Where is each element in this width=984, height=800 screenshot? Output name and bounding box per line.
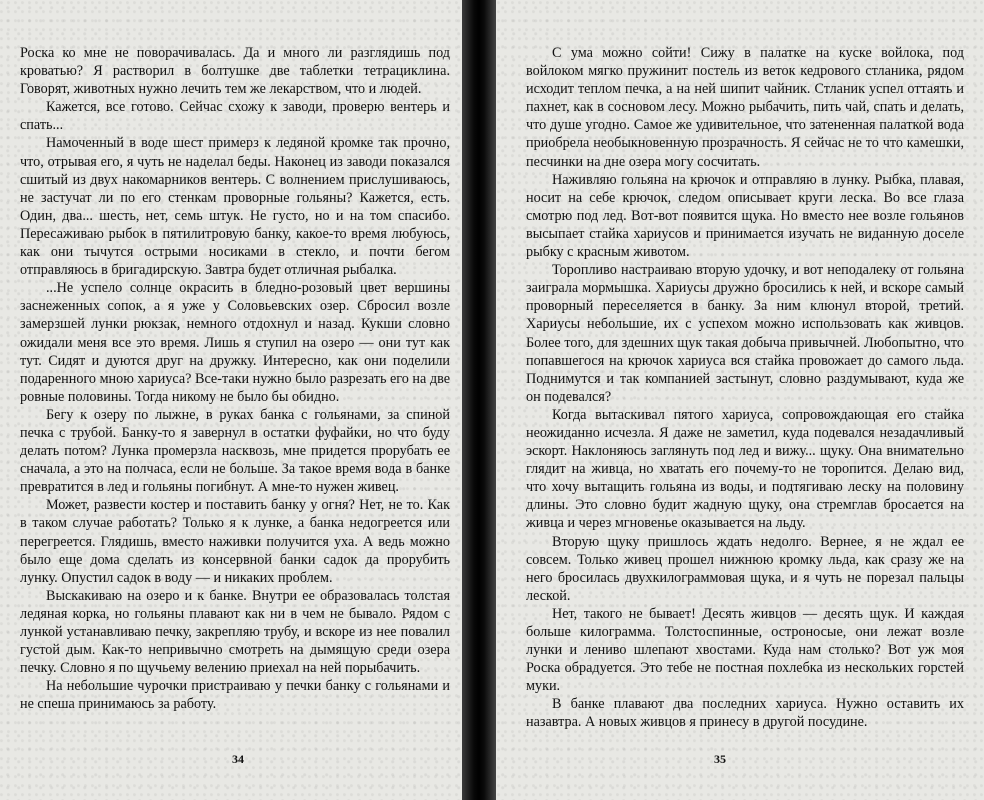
paragraph: Вторую щуку пришлось ждать недолго. Вернее, я не ждал ее совсем. Только живец прошел нижнюю кромку льда, как сразу же на него бросилась двухкилограммовая щука, и я чуть не порезал пальцы леской. xyxy=(526,533,964,604)
page-number-left: 34 xyxy=(232,752,244,766)
paragraph: Нет, такого не бывает! Десять живцов — десять щук. И каждая больше килограмма. Толстоспинные, остроносые, они лежат возле лунки и лениво шлепают хвостами. Куда нам столько? Вот уж моя Роска обрадуется. Это тебе не постная похлебка из нескольких горстей муки. xyxy=(526,605,964,695)
paragraph: Намоченный в воде шест примерз к ледяной кромке так прочно, что, отрывая его, я чуть не наделал беды. Наконец из заводи показался сшитый из двух накомарников вентерь. С волнением прислушиваюсь, не застучат ли по его стенкам проворные гольяны? Кажется, есть. Один, два... шесть, нет, семь штук. Не густо, но и на том спасибо. Пересаживаю рыбок в пятилитровую банку, какое-то время любуюсь, как они тычутся острыми носиками в стекло, и почти бегом отправляюсь в бригадирскую. Завтра будет отличная рыбалка. xyxy=(20,135,450,279)
left-text-column xyxy=(20,44,450,713)
right-page xyxy=(496,0,984,800)
paragraph: Выскакиваю на озеро и к банке. Внутри ее образовалась толстая ледяная корка, но гольяны плавают как ни в чем не бывало. Рядом с лункой устанавливаю печку, закрепляю трубу, и вскоре из нее повалил густой дым. Как-то непривычно смотреть на дымящую среди озера печку. Словно я по щучьему велению приехал на ней порыбачить. xyxy=(20,587,450,677)
left-page xyxy=(0,0,462,800)
paragraph: Может, развести костер и поставить банку у огня? Нет, не то. Как в таком случае работать? Только я к лунке, а банка недогреется или перегреется. Глядишь, вместо наживки получится уха. А ведь можно было еще дома сделать из консервной банки садок да прорубить лунку. Опустил садок в воду — и никаких проблем. xyxy=(20,497,450,586)
paragraph: ...Не успело солнце окрасить в бледно-розовый цвет вершины заснеженных сопок, а я уже у Соловьевских озер. Сбросил возле замерзшей лунки рюкзак, немного отдохнул и назад. Кукши словно ожидали меня все это время. Лишь я ступил на озеро — они тут как тут. Сидят и дуются друг на дружку. Интересно, как они поделили подаренного мною хариуса? Все-таки нужно было разрезать его на две ровные половины. Тогда никому не было бы обидно. xyxy=(20,280,450,405)
paragraph: Наживляю гольяна на крючок и отправляю в лунку. Рыбка, плавая, носит на себе крючок, следом описывает круги леска. Во все глаза смотрю под лед. Вот-вот появится щука. Но вместо нее возле гольянов высыпает стайка хариусов и принимается изучать не виданную доселе рыбку с красным животом. xyxy=(526,171,964,261)
paragraph: Роска ко мне не поворачивалась. Да и много ли разглядишь под кроватью? Я растворил в болтушке две таблетки тетрациклина. Говорят, животных нужно лечить тем же лекарством, что и людей. xyxy=(20,45,450,98)
paragraph: Бегу к озеру по лыжне, в руках банка с гольянами, за спиной печка с трубой. Банку-то я завернул в остатки фуфайки, но что буду делать потом? Лунка промерзла насквозь, мне придется прорубать ее сначала, а это на полчаса, если не больше. За такое время вода в банке превратится в лед и гольяны погибнут. А мне-то нужен живец. xyxy=(20,406,450,496)
paragraph: На небольшие чурочки пристраиваю у печки банку с гольянами и не спеша принимаюсь за работу. xyxy=(20,678,450,713)
paragraph: Торопливо настраиваю вторую удочку, и вот неподалеку от гольяна заиграла мормышка. Хариусы дружно бросились к ней, и вскоре самый проворный переселяется в банку. За ним клюнул второй, третий. Хариусы небольшие, их с успехом можно использовать как живцов. Более того, для здешних щук такая добыча привычней. Любопытно, что попавшегося на крючок хариуса вся стайка провожает до самого льда. Поднимутся и так компанией застынут, словно раздумывают, куда же он подевался? xyxy=(526,262,964,405)
paragraph: В банке плавают два последних хариуса. Нужно оставить их назавтра. А новых живцов я принесу в другой посудине. xyxy=(526,696,964,731)
right-text-column xyxy=(526,44,964,732)
paragraph: Когда вытаскивал пятого хариуса, сопровождающая его стайка неожиданно исчезла. Я даже не заметил, куда подевался незадачливый эскорт. Наклоняюсь заглянуть под лед и вижу... щуку. Она внимательно глядит на живца, но хватать его почему-то не торопится. Делаю вид, что хочу вытащить гольяна из воды, и подтягиваю леску на половину длины. Это словно будит жадную щуку, она стремглав бросается на живца и через мгновенье оказывается на льду. xyxy=(526,406,964,532)
paragraph: С ума можно сойти! Сижу в палатке на куске войлока, под войлоком мягко пружинит постель из веток кедрового стланика, рядом исходит теплом печка, а на ней шипит чайник. Стланик успел оттаять и пахнет, как в сосновом лесу. Можно рыбачить, пить чай, спать и делать, что душе угодно. Самое же удивительное, что затененная палаткой вода приобрела необыкновенную прозрачность. Я сейчас не то что камешки, песчинки на дне озера могу сосчитать. xyxy=(526,45,964,170)
book-gutter xyxy=(462,0,496,800)
paragraph: Кажется, все готово. Сейчас схожу к заводи, проверю вентерь и спать... xyxy=(20,99,450,134)
page-number-right: 35 xyxy=(714,752,726,766)
